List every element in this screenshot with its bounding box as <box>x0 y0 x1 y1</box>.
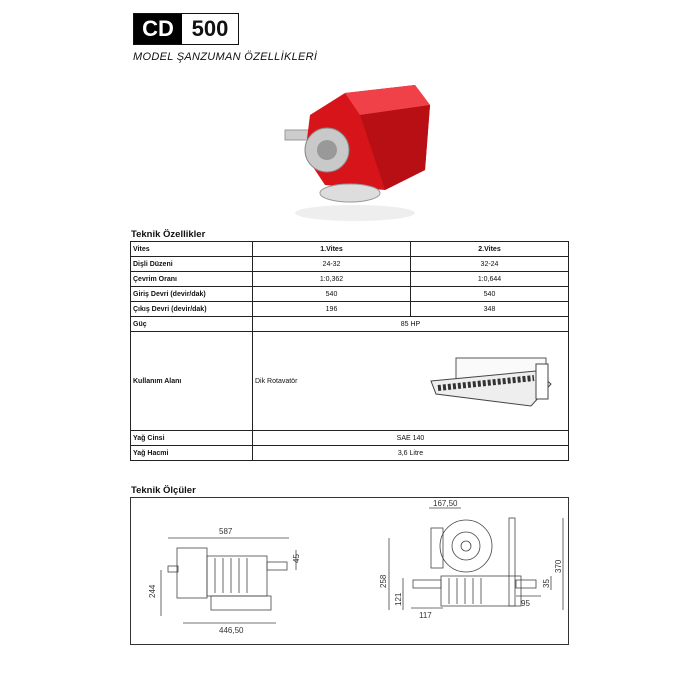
cell: 85 HP <box>253 317 569 332</box>
table-row <box>131 332 569 431</box>
row-label: Çıkış Devri (devir/dak) <box>131 302 253 317</box>
dim-587: 587 <box>219 527 233 536</box>
row-label: Dişli Düzeni <box>131 257 253 272</box>
dim-35: 35 <box>542 579 551 588</box>
table-row <box>131 317 569 332</box>
cell: 32-24 <box>411 257 569 272</box>
row-label: Yağ Hacmi <box>131 446 253 461</box>
table-row <box>131 446 569 461</box>
front-view-drawing <box>389 508 563 610</box>
dim-244: 244 <box>148 584 157 598</box>
specs-title: Teknik Özellikler <box>131 229 206 240</box>
model-badge <box>133 13 239 45</box>
table-row <box>131 287 569 302</box>
dim-95: 95 <box>521 599 530 608</box>
cell: 1:0,362 <box>253 272 411 287</box>
table-row <box>131 302 569 317</box>
cell: 196 <box>253 302 411 317</box>
row-label: Kullanım Alanı <box>131 332 253 431</box>
model-code: CD <box>134 14 182 44</box>
dim-167-50: 167,50 <box>433 499 458 508</box>
cell: 24-32 <box>253 257 411 272</box>
dim-446-50: 446,50 <box>219 626 244 635</box>
cell: 1:0,644 <box>411 272 569 287</box>
row-label: Güç <box>131 317 253 332</box>
cell: 3,6 Litre <box>253 446 569 461</box>
table-header-row <box>131 242 569 257</box>
usage-value: Dik Rotavatör <box>255 377 298 385</box>
row-label: Yağ Cinsi <box>131 431 253 446</box>
rotavator-image <box>426 346 556 416</box>
dim-370: 370 <box>554 559 563 573</box>
dim-121: 121 <box>394 592 403 606</box>
table-row <box>131 272 569 287</box>
cell: 540 <box>253 287 411 302</box>
model-number: 500 <box>191 16 229 41</box>
header-cell: 2.Vites <box>411 242 569 257</box>
row-label: Çevrim Oranı <box>131 272 253 287</box>
cell: 348 <box>411 302 569 317</box>
page-subtitle: MODEL ŞANZUMAN ÖZELLİKLERİ <box>133 51 318 63</box>
dimensions-title: Teknik Ölçüler <box>131 485 196 496</box>
gearbox-product-image <box>265 75 445 225</box>
row-label: Giriş Devri (devir/dak) <box>131 287 253 302</box>
header-cell: Vites <box>131 242 253 257</box>
side-view-drawing <box>161 538 296 623</box>
dim-117: 117 <box>419 611 432 620</box>
table-row <box>131 257 569 272</box>
dimensions-drawing <box>130 497 569 645</box>
specs-table <box>130 241 569 461</box>
header-cell: 1.Vites <box>253 242 411 257</box>
cell: 540 <box>411 287 569 302</box>
cell: SAE 140 <box>253 431 569 446</box>
dim-258: 258 <box>379 574 388 588</box>
table-row <box>131 431 569 446</box>
dim-45: 45 <box>292 554 301 563</box>
